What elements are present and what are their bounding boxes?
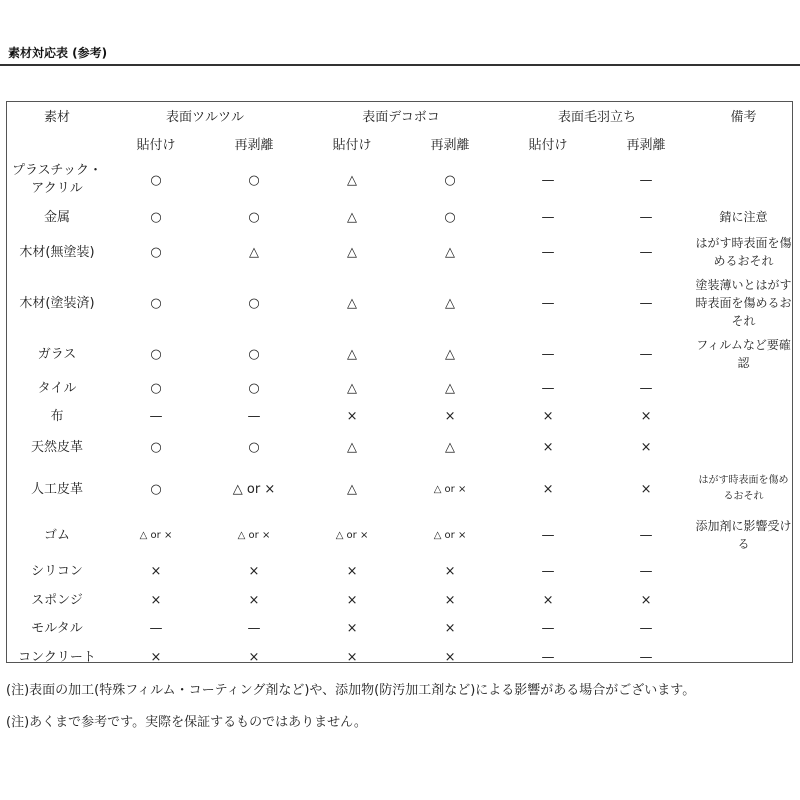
material-compatibility-table (6, 101, 793, 663)
rating-cell: ○ (248, 380, 260, 396)
table-row (7, 202, 792, 232)
header-remarks: 備考 (730, 109, 757, 125)
rating-cell: — (541, 620, 555, 636)
rating-cell: ○ (444, 172, 456, 188)
compat-table (7, 102, 792, 672)
table-row (7, 334, 792, 374)
table-row (7, 614, 792, 642)
rating-cell: △ (347, 209, 358, 225)
remark-cell: 錆に注意 (719, 210, 768, 224)
rating-cell: ○ (248, 346, 260, 362)
material-cell: 天然皮革 (30, 439, 83, 455)
table-row (7, 464, 792, 514)
subheader-remove: 再剥離 (234, 137, 274, 153)
rating-cell: × (640, 481, 652, 497)
rating-cell: × (346, 408, 358, 424)
rating-cell: △ or × (433, 529, 467, 541)
rating-cell: △ (347, 346, 358, 362)
rating-cell: ○ (150, 172, 162, 188)
remark-cell (695, 430, 792, 464)
table-row (7, 158, 792, 202)
table-row (7, 642, 792, 672)
remark-cell (695, 158, 792, 202)
rating-cell: △ or × (139, 529, 173, 541)
rating-cell: △ (445, 244, 456, 260)
rating-cell: △ (445, 439, 456, 455)
rating-cell: — (639, 620, 653, 636)
header-row-2 (7, 132, 792, 158)
rating-cell: ○ (150, 346, 162, 362)
header-smooth: 表面ツルツル (166, 109, 245, 125)
rating-cell: × (542, 408, 554, 424)
material-cell: ゴム (43, 527, 70, 543)
page-title: 素材対応表 (参考) (8, 46, 108, 60)
rating-cell: — (541, 380, 555, 396)
rating-cell: ○ (444, 209, 456, 225)
table-row (7, 232, 792, 272)
rating-cell: — (639, 172, 653, 188)
rating-cell: — (639, 563, 653, 579)
material-cell: タイル (37, 380, 77, 396)
rating-cell: △ or × (232, 481, 276, 497)
material-cell: プラスチック・アクリル (12, 163, 102, 196)
subheader-apply: 貼付け (332, 137, 372, 153)
rating-cell: — (639, 209, 653, 225)
subheader-apply: 貼付け (136, 137, 176, 153)
rating-cell: ○ (248, 295, 260, 311)
remark-cell (695, 402, 792, 430)
rating-cell: × (640, 439, 652, 455)
subheader-remove: 再剥離 (626, 137, 666, 153)
rating-cell: ○ (248, 439, 260, 455)
header-bumpy: 表面デコボコ (362, 109, 440, 125)
rating-cell: × (640, 592, 652, 608)
rating-cell: △ (347, 244, 358, 260)
rating-cell: △ (347, 380, 358, 396)
rating-cell: — (149, 620, 163, 636)
rating-cell: × (542, 439, 554, 455)
remark-cell: 塗装薄いとはがす時表面を傷めるおそれ (695, 278, 792, 328)
rating-cell: × (248, 592, 260, 608)
material-cell: モルタル (31, 620, 83, 636)
remark-cell (695, 642, 792, 672)
rating-cell: × (150, 592, 162, 608)
rating-cell: × (346, 563, 358, 579)
table-row (7, 402, 792, 430)
table-row (7, 374, 792, 402)
rating-cell: △ (445, 295, 456, 311)
rating-cell: ○ (248, 209, 260, 225)
rating-cell: × (444, 649, 456, 665)
note-2: (注)あくまで参考です。実際を保証するものではありません。 (6, 715, 367, 730)
rating-cell: × (346, 649, 358, 665)
rating-cell: — (541, 563, 555, 579)
header-blank (7, 132, 107, 158)
rating-cell: △ (445, 346, 456, 362)
header-fuzzy: 表面毛羽立ち (558, 109, 637, 125)
rating-cell: ○ (150, 439, 162, 455)
rating-cell: △ (347, 481, 358, 497)
rating-cell: ○ (248, 172, 260, 188)
remark-cell (695, 556, 792, 586)
rating-cell: — (639, 346, 653, 362)
rating-cell: ○ (150, 209, 162, 225)
rating-cell: — (247, 408, 261, 424)
rating-cell: △ or × (335, 529, 369, 541)
note-1: (注)表面の加工(特殊フィルム・コーティング剤など)や、添加物(防汚加工剤など)による影響がある場合がございます。 (6, 683, 696, 698)
rating-cell: △ (445, 380, 456, 396)
remark-cell (695, 586, 792, 614)
material-cell: 金属 (43, 209, 70, 225)
rating-cell: ○ (150, 295, 162, 311)
header-material: 素材 (43, 109, 70, 125)
remark-cell (695, 374, 792, 402)
remark-cell: 添加剤に影響受ける (695, 519, 792, 551)
table-row (7, 556, 792, 586)
material-cell: コンクリート (18, 649, 96, 665)
rating-cell: × (248, 563, 260, 579)
rating-cell: — (541, 649, 555, 665)
rating-cell: — (247, 620, 261, 636)
rating-cell: — (639, 380, 653, 396)
material-cell: ガラス (37, 346, 77, 362)
rating-cell: — (149, 408, 163, 424)
rating-cell: △ (347, 439, 358, 455)
subheader-remove: 再剥離 (430, 137, 470, 153)
rating-cell: — (639, 295, 653, 311)
rating-cell: × (346, 592, 358, 608)
table-row (7, 586, 792, 614)
rating-cell: △ (347, 172, 358, 188)
rating-cell: × (444, 620, 456, 636)
rating-cell: — (541, 244, 555, 260)
remark-cell: はがす時表面を傷めるおそれ (698, 475, 789, 502)
rating-cell: × (150, 649, 162, 665)
title-divider (0, 64, 800, 66)
rating-cell: — (541, 209, 555, 225)
table-row (7, 272, 792, 334)
table-row (7, 430, 792, 464)
remark-cell (695, 614, 792, 642)
header-blank (695, 132, 792, 158)
rating-cell: — (639, 527, 653, 543)
rating-cell: — (541, 172, 555, 188)
remark-cell: はがす時表面を傷めるおそれ (695, 236, 792, 268)
remark-cell: フィルムなど要確認 (696, 338, 791, 370)
rating-cell: × (346, 620, 358, 636)
rating-cell: — (639, 244, 653, 260)
header-row-1 (7, 102, 792, 132)
rating-cell: × (248, 649, 260, 665)
material-cell: スポンジ (31, 592, 83, 608)
rating-cell: × (444, 592, 456, 608)
material-cell: 木材(無塗装) (19, 244, 95, 260)
rating-cell: × (542, 481, 554, 497)
rating-cell: △ (347, 295, 358, 311)
material-cell: 木材(塗装済) (19, 295, 95, 311)
rating-cell: × (640, 408, 652, 424)
rating-cell: × (542, 592, 554, 608)
table-row (7, 514, 792, 556)
rating-cell: — (639, 649, 653, 665)
material-cell: シリコン (31, 563, 83, 579)
material-cell: 布 (50, 408, 64, 424)
subheader-apply: 貼付け (528, 137, 568, 153)
rating-cell: ○ (150, 481, 162, 497)
rating-cell: × (444, 408, 456, 424)
rating-cell: ○ (150, 380, 162, 396)
rating-cell: △ (249, 244, 259, 260)
rating-cell: — (541, 527, 555, 543)
rating-cell: × (150, 563, 162, 579)
material-cell: 人工皮革 (30, 481, 83, 497)
rating-cell: ○ (150, 244, 162, 260)
rating-cell: △ or × (237, 529, 271, 541)
rating-cell: — (541, 346, 555, 362)
rating-cell: × (444, 563, 456, 579)
rating-cell: — (541, 295, 555, 311)
rating-cell: △ or × (433, 483, 467, 495)
